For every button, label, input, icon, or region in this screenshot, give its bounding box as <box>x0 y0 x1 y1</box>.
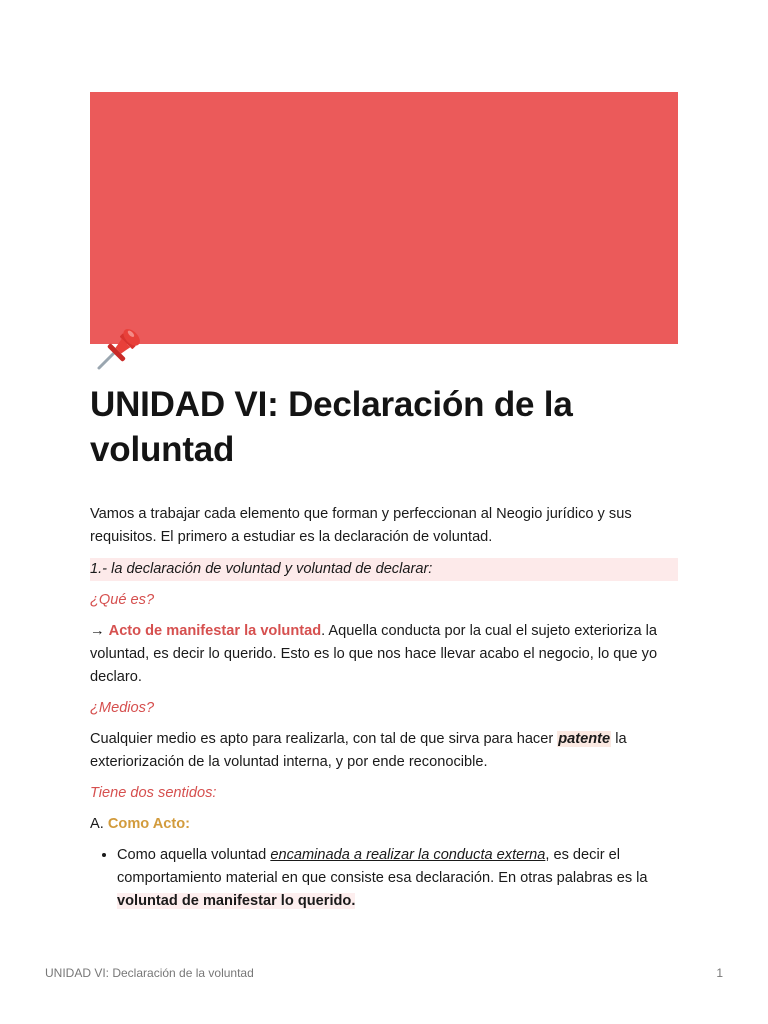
pushpin-icon <box>93 318 151 376</box>
intro-paragraph: Vamos a trabajar cada elemento que forman y perfeccionan al Neogio jurídico y sus requisitos. El primero a estudiar es la declaración de voluntad. <box>90 506 632 545</box>
document-body <box>90 503 678 913</box>
medios-text-before: Cualquier medio es apto para realizarla, con tal de que sirva para hacer <box>90 731 558 747</box>
bullet-text-middle: , es decir el comportamiento material en que consiste esa declaración. En otras palabras es la <box>117 847 648 886</box>
list-item <box>117 844 678 913</box>
footer-title: UNIDAD VI: Declaración de la voluntad <box>45 966 254 980</box>
sentidos-label: Tiene dos sentidos: <box>90 785 217 801</box>
medios-text-after: la exteriorización de la voluntad interna, y por ende reconocible. <box>90 731 627 770</box>
page-title: UNIDAD VI: Declaración de la voluntad <box>90 385 573 469</box>
definition-text: . Aquella conducta por la cual el sujeto exterioriza la voluntad, es decir lo querido. Esto es lo que nos hace llevar acabo el negocio, lo que yo declaro. <box>90 623 658 685</box>
que-es-label: ¿Qué es? <box>90 592 155 608</box>
bullet-list <box>90 844 678 913</box>
patente-highlight: patente <box>558 731 611 747</box>
bullet-underlined: encaminada a realizar la conducta externa <box>270 847 546 863</box>
bullet-text-before: Como aquella voluntad <box>117 847 271 863</box>
section-heading-callout: 1.- la declaración de voluntad y voluntad de declarar: <box>90 558 678 581</box>
como-acto-label: Como Acto: <box>107 816 191 832</box>
bullet-bold: voluntad de manifestar lo querido. <box>117 893 356 909</box>
definition-term: Acto de manifestar la voluntad <box>108 623 322 639</box>
letter-a: A. <box>90 816 104 832</box>
como-acto-heading <box>90 813 678 836</box>
medios-paragraph <box>90 728 678 774</box>
arrow-icon: → <box>90 623 105 639</box>
medios-label: ¿Medios? <box>90 700 155 716</box>
definition-paragraph <box>90 620 678 689</box>
page-number: 1 <box>716 966 723 980</box>
cover-banner <box>90 92 678 344</box>
